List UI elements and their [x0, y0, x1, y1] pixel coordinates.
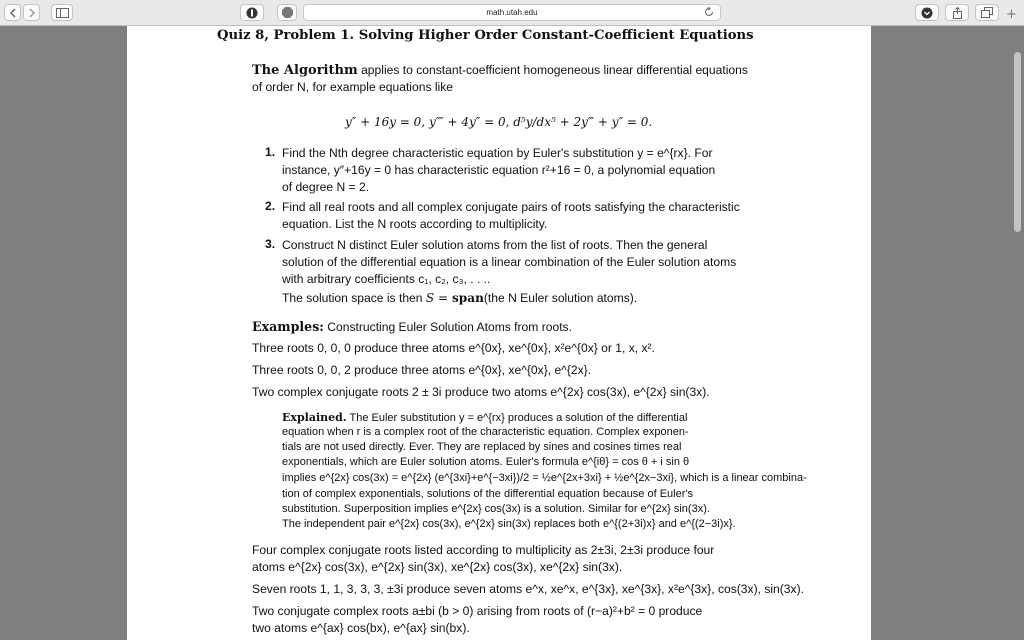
step-line: with arbitrary coefficients c₁, c₂, c₃, . . .. — [282, 272, 491, 286]
example-line: Two complex conjugate roots 2 ± 3i produce two atoms e^{2x} cos(3x), e^{2x} sin(3x). — [252, 385, 710, 399]
step-number: 3. — [265, 237, 276, 251]
examples-heading-line — [252, 318, 572, 336]
more-example-line: Two conjugate complex roots a±bi (b > 0) arising from roots of (r−a)²+b² = 0 produce — [252, 604, 703, 618]
solution-space-suffix: (the N Euler solution atoms). — [483, 291, 638, 305]
algorithm-heading: The Algorithm — [252, 63, 358, 78]
step-number: 2. — [265, 199, 276, 213]
sidebar-icon — [56, 8, 69, 18]
step-line: equation. List the N roots according to multiplicity. — [282, 217, 548, 231]
step-line: Find all real roots and all complex conjugate pairs of roots satisfying the characteristic — [282, 200, 740, 214]
explained-line: substitution. Superposition implies e^{2x} cos(3x) is a solution. Similar for e^{2x} sin(3x). — [282, 503, 710, 515]
url-text: math.utah.edu — [486, 8, 538, 17]
share-button[interactable] — [945, 4, 969, 21]
step-line: of degree N = 2. — [282, 180, 370, 194]
scrollbar[interactable] — [1014, 52, 1021, 232]
adblock-icon — [282, 7, 293, 18]
tabs-icon — [981, 7, 993, 18]
forward-arrow-icon — [28, 8, 36, 18]
solution-space-line — [282, 290, 637, 307]
solution-space-prefix: The solution space is then — [282, 291, 426, 305]
solution-space-math: S = — [425, 291, 452, 305]
privacy-button[interactable] — [240, 4, 264, 21]
step-number: 1. — [265, 145, 276, 159]
share-icon — [952, 7, 963, 19]
explained-text: The Euler substitution y = e^{rx} produces a solution of the differential — [346, 412, 688, 424]
algorithm-paragraph — [252, 62, 748, 79]
examples-heading: Examples: — [252, 319, 324, 334]
explained-line: The independent pair e^{2x} cos(3x), e^{2x} sin(3x) replaces both e^{(2+3i)x} and e^{(2−3i)x}. — [282, 518, 736, 530]
download-icon — [921, 7, 933, 19]
sidebar-button[interactable] — [51, 4, 73, 21]
examples-intro: Constructing Euler Solution Atoms from roots. — [323, 320, 572, 334]
more-example-line: Four complex conjugate roots listed according to multiplicity as 2±3i, 2±3i produce four — [252, 543, 715, 557]
step-line: Find the Nth degree characteristic equation by Euler's substitution y = e^{rx}. For — [282, 146, 713, 160]
privacy-icon — [246, 7, 258, 19]
solution-space-span: span — [451, 291, 484, 305]
step-line: solution of the differential equation is a linear combination of the Euler solution atoms — [282, 255, 737, 269]
page-content — [127, 26, 871, 640]
example-line: Three roots 0, 0, 0 produce three atoms e^{0x}, xe^{0x}, x²e^{0x} or 1, x, x². — [252, 341, 655, 355]
explained-line: implies e^{2x} cos(3x) = e^{2x} (e^{3xi}+e^{−3xi})/2 = ½e^{2x+3xi} + ½e^{2x−3xi}, which is a linear combina- — [282, 472, 807, 484]
explained-line: equation when r is a complex root of the characteristic equation. Complex exponen- — [282, 426, 689, 438]
explained-line: exponentials, which are Euler solution atoms. Euler's formula e^{iθ} = cos θ + i sin θ — [282, 456, 690, 468]
back-arrow-icon — [9, 8, 17, 18]
adblock-button[interactable] — [277, 4, 297, 21]
browser-toolbar — [0, 0, 1024, 26]
explained-heading: Explained. — [282, 411, 347, 424]
example-equations: y″ + 16y = 0, y⁗ + 4y″ = 0, d⁵y/dx⁵ + 2y‴ + y″ = 0. — [345, 115, 653, 129]
step-line: Construct N distinct Euler solution atoms from the list of roots. Then the general — [282, 238, 708, 252]
explained-line: tion of complex exponentials, solutions of the differential equation because of Euler's — [282, 488, 693, 500]
more-example-line: atoms e^{2x} cos(3x), e^{2x} sin(3x), xe^{2x} cos(3x), xe^{2x} sin(3x). — [252, 560, 623, 574]
forward-button[interactable] — [23, 4, 40, 21]
new-tab-icon[interactable]: + — [1006, 7, 1017, 22]
example-line: Three roots 0, 0, 2 produce three atoms e^{0x}, xe^{0x}, e^{2x}. — [252, 363, 592, 377]
algorithm-intro-line-2: of order N, for example equations like — [252, 80, 453, 94]
algorithm-intro-line-1: applies to constant-coefficient homogeneous linear differential equations — [357, 63, 748, 77]
explained-line: tials are not used directly. Ever. They are replaced by sines and cosines times real — [282, 441, 682, 453]
step-line: instance, y″+16y = 0 has characteristic equation r²+16 = 0, a polynomial equation — [282, 163, 716, 177]
page-title: Quiz 8, Problem 1. Solving Higher Order Constant-Coefficient Equations — [217, 28, 754, 43]
back-button[interactable] — [4, 4, 21, 21]
explained-line — [282, 410, 687, 426]
reload-icon[interactable] — [704, 7, 714, 22]
address-bar[interactable] — [303, 4, 721, 21]
tabs-button[interactable] — [975, 4, 999, 21]
more-example-line: Seven roots 1, 1, 3, 3, 3, ±3i produce seven atoms e^x, xe^x, e^{3x}, xe^{3x}, x²e^{3x}, cos(3x), sin(3x). — [252, 582, 804, 596]
download-button[interactable] — [915, 4, 939, 21]
more-example-line: two atoms e^{ax} cos(bx), e^{ax} sin(bx). — [252, 621, 470, 635]
